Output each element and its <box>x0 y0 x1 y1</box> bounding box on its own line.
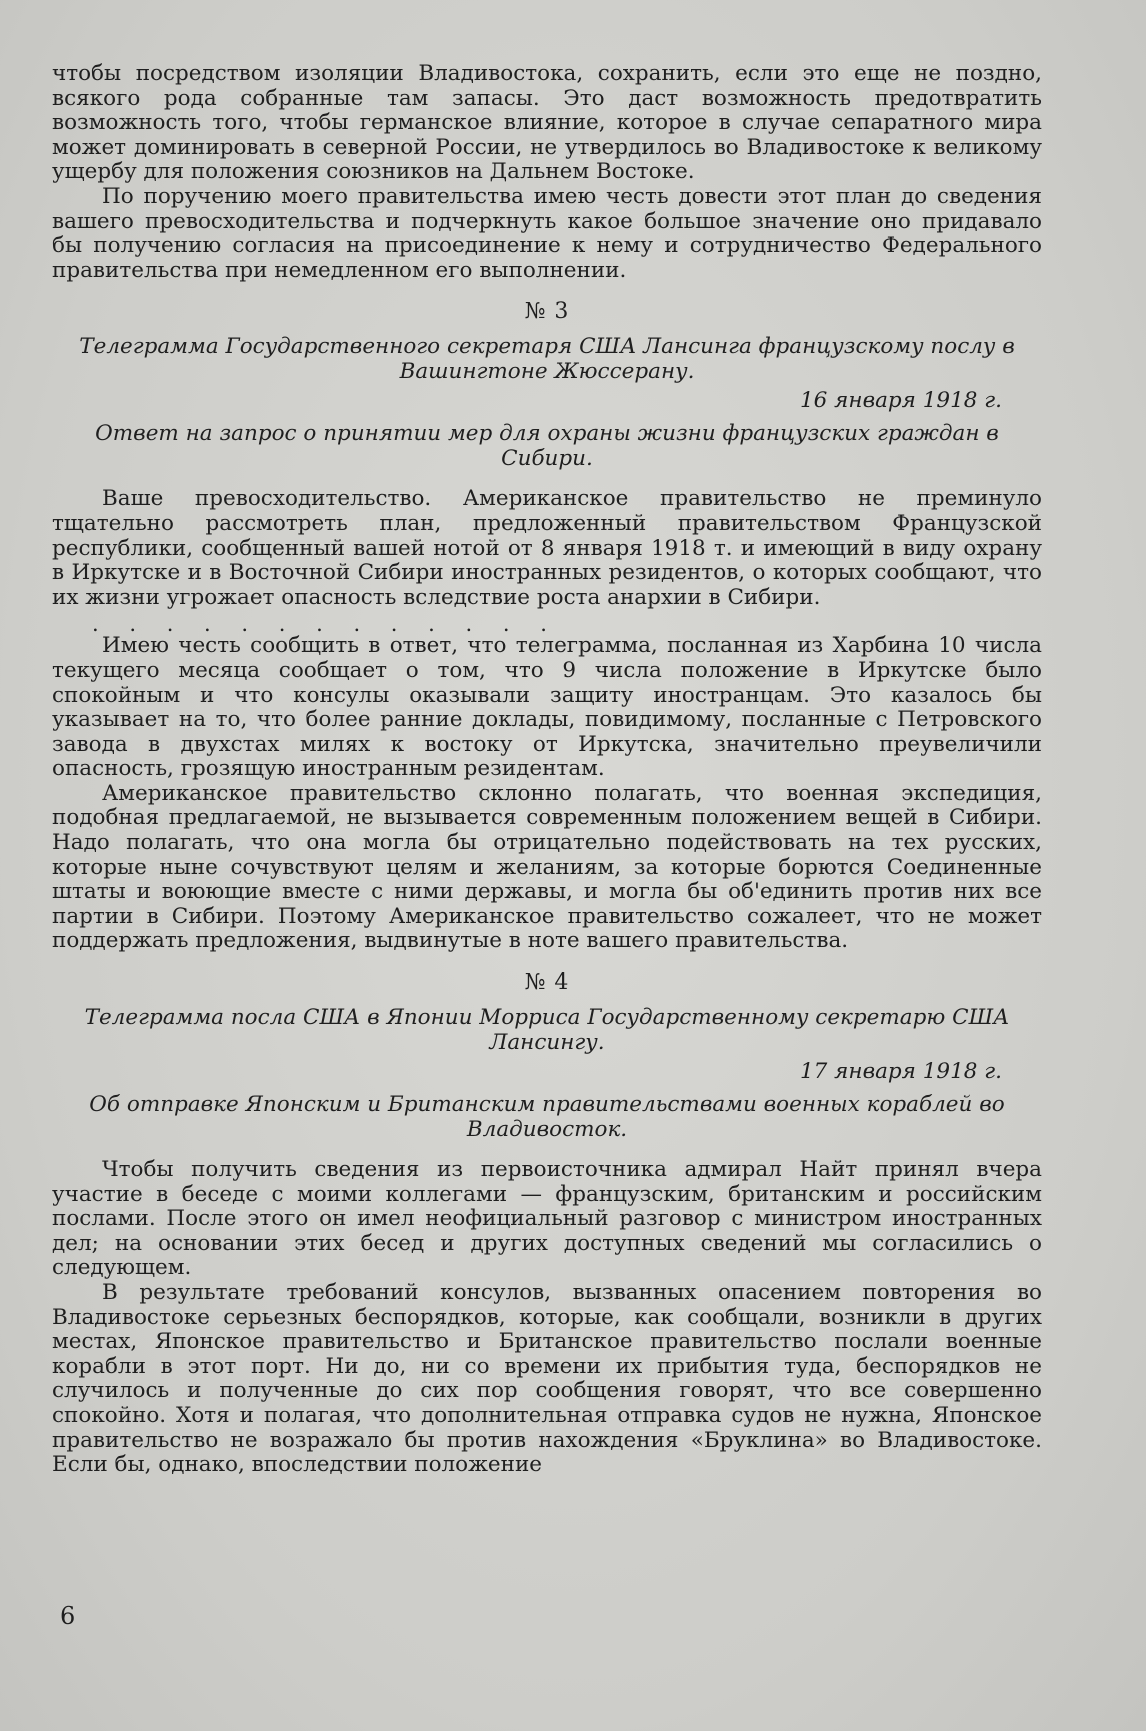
doc4-paragraph-1: Чтобы получить сведения из первоисточника адмирал Найт принял вчера участие в беседе с моими коллегами — французским, британским и российским послами. После этого он имел неофициальный разговор с министром иностранных дел; на основании этих бесед и других доступных сведений мы согласились о следующем. <box>52 1157 1042 1281</box>
doc4-number: № 4 <box>524 970 570 996</box>
doc3-subject: Ответ на запрос о принятии мер для охраны жизни французских граждан в Сибири. <box>95 421 999 472</box>
doc3-title: Телеграмма Государственного секретаря США Лансинга французскому послу в Вашингтоне Жюссерану. <box>79 334 1015 385</box>
doc3-paragraph-3: Американское правительство склонно полагать, что военная экспедиция, подобная предлагаемой, не вызывается современным положением вещей в Сибири. Надо полагать, что она могла бы отрицательно подействовать на тех русских, которые ныне сочувствуют целям и желаниям, за которые борются Соединенные штаты и воюющие вместе с ними державы, и могла бы об'единить против них все партии в Сибири. Поэтому Американское правительство сожалеет, что не может поддержать предложения, выдвинутые в ноте вашего правительства. <box>52 780 1042 954</box>
doc3-paragraph-2: Имею честь сообщить в ответ, что телеграмма, посланная из Харбина 10 числа текущего месяца сообщает о том, что 9 числа положение в Иркутске было спокойным и что консулы оказывали защиту иностранцам. Это казалось бы указывает на то, что более ранние доклады, повидимому, посланные с Петровского завода в двухстах милях к востоку от Иркутска, значительно преувеличили опасность, грозящую иностранным резидентам. <box>52 633 1042 782</box>
doc4-subject: Об отправке Японским и Британским правительствами военных кораблей во Владивосток. <box>89 1092 1005 1143</box>
doc4-paragraph-2: В результате требований консулов, вызванных опасением повторения во Владивостоке серьезных беспорядков, которые, как сообщали, возникли в других местах, Японское правительство и Британское правительство послали военные корабли в этот порт. Ни до, ни со времени их прибытия туда, беспорядков не случилось и полученные до сих пор сообщения говорят, что все совершенно спокойно. Хотя и полагая, что дополнительная отправка судов не нужна, Японское правительство не возражало бы против нахождения «Бруклина» во Владивостоке. Если бы, однако, впоследствии положение <box>52 1280 1042 1478</box>
doc4-title: Телеграмма посла США в Японии Морриса Государственному секретарю США Лансингу. <box>84 1005 1010 1056</box>
intro-paragraph-2: По поручению моего правительства имею честь довести этот план до сведения вашего превосходительства и подчеркнуть какое большое значение оно придавало бы получению согласия на присоединение к нему и сотрудничество Федерального правительства при немедленном его выполнении. <box>52 183 1042 283</box>
doc4-date: 17 января 1918 г. <box>799 1059 1002 1085</box>
page-content <box>52 62 1042 1478</box>
page-number: 6 <box>60 1602 76 1630</box>
doc3-number: № 3 <box>524 299 570 325</box>
doc3-date: 16 января 1918 г. <box>799 388 1002 414</box>
intro-paragraph-1: чтобы посредством изоляции Владивостока, сохранить, если это еще не поздно, всякого рода собранные там запасы. Это даст возможность предотвратить возможность того, чтобы германское влияние, которое в случае сепаратного мира может доминировать в северной России, не утвердилось во Владивостоке к великому ущербу для положения союзников на Дальнем Востоке. <box>52 61 1042 185</box>
doc3-paragraph-1: Ваше превосходительство. Американское правительство не преминуло тщательно рассмотреть план, предложенный правительством Французской республики, сообщенный вашей нотой от 8 января 1918 т. и имеющий в виду охрану в Иркутске и в Восточной Сибири иностранных резидентов, о которых сообщают, что их жизни угрожает опасность вследствие роста анархии в Сибири. <box>52 486 1042 610</box>
doc3-ellipsis: . . . . . . . . . . . . . <box>92 612 559 637</box>
